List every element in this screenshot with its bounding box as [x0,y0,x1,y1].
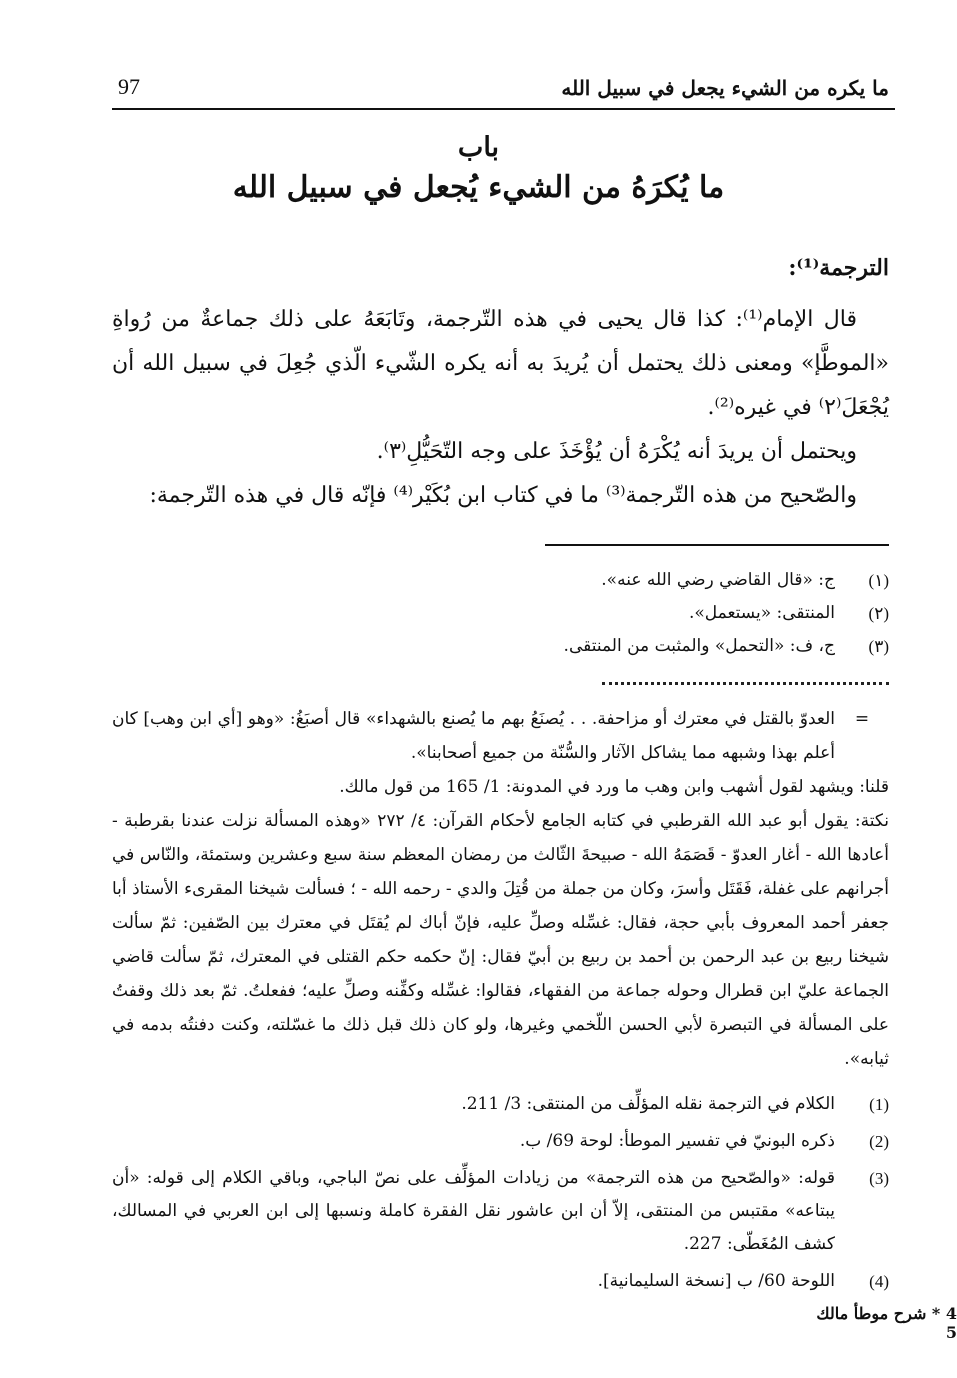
main-body [112,246,889,518]
continued-note [112,702,889,1076]
footnote-item [112,597,889,630]
footnote-rule [545,544,889,546]
running-header-title: ما يكره من الشيء يجعل في سبيل الله [561,76,889,100]
footnote-item [112,630,889,663]
footnote-text: المنتقى: «يستعمل». [688,603,835,623]
footnote-item [112,564,889,597]
footnote-number: (1) [869,1095,889,1114]
continued-note-first [112,702,889,770]
dotted-separator [602,682,889,685]
footnote-text: ج، ف: «التحمل» والمثبت من المنتقى. [563,636,835,656]
upper-footnotes [112,564,889,663]
continued-note-paragraph: قلنا: ويشهد لقول أشهب وابن وهب ما ورد في المدونة: 1/ 165 من قول مالك. [339,777,889,797]
footnote-text: ج: «قال القاضي رضي الله عنه». [601,570,835,590]
footnote-number: (4) [869,1272,889,1291]
body-paragraph: قال الإمام⁽¹⁾: كذا قال يحيى في هذه التّرجمة، وتَابَعَهُ على ذلك جماعةٌ من رُواةِ «الموطَّإ» ومعنى ذلك يحتمل أن يُريدَ به أنه يكره الشّيء الّذي جُعِلَ في سبيل الله أن يُجْعَلَ⁽٢⁾ في غيره⁽²⁾. [112,307,889,420]
header-rule [112,108,895,110]
footnote-text: اللوحة 60/ ب [نسخة السليمانية]. [597,1271,835,1291]
footnote-number: (٣) [868,637,889,656]
chapter-label: باب [457,132,500,163]
footnote-text: ذكره البونيّ في تفسير الموطأ: لوحة 69/ ب. [519,1131,835,1151]
printer-signature: 4 * شرح موطأ مالك 5 [816,1304,957,1342]
footnote-text: الكلام في الترجمة نقله المؤلِّف من المنتقى: 3/ 211. [461,1094,835,1114]
footnote-text: قوله: «والصّحيح من هذه الترجمة» من زيادات المؤلِّف على نصّ الباجي، وباقي الكلام إلى قوله: «أن يبتاعه» مقتبس من المنتقى، إلاّ أن ابن عاشور نقل الفقرة كاملة ونسبها إلى ابن العربي في المسالك، كشف المُغَطّى: 227. [112,1168,835,1254]
footnote-number: (٢) [868,604,889,623]
body-paragraph: والصّحيح من هذه التّرجمة⁽³⁾ ما في كتاب ابن بُكَيْر⁽⁴⁾ فإنّه قال في هذه التّرجمة: [149,483,857,508]
body-paragraph: ويحتمل أن يريدَ أنه يُكْرَهُ أن يُؤْخَذَ على وجه التّحَيُّلِ⁽٣⁾. [376,439,857,464]
footnote-number: (3) [869,1169,889,1188]
footnote-number: (١) [868,571,889,590]
continuation-marker: = [854,709,870,729]
lower-footnotes [112,1088,889,1302]
section-heading: الترجمة⁽¹⁾: [788,255,889,281]
footnote-number: (2) [869,1132,889,1151]
chapter-title: ما يُكرَهُ من الشيء يُجعل في سبيل الله [232,170,725,205]
footnote-item [112,1265,889,1298]
footnote-item [112,1125,889,1158]
continued-note-paragraph: نكتة: يقول أبو عبد الله القرطبي في كتابه الجامع لأحكام القرآن: ٤/ ٢٧٢ «وهذه المسألة نزلت عندنا بقرطبة - أعادها الله - أغار العدوّ - قَصَمَهُ الله - صبيحةَ الثّالث من رمضان المعظم سنة سبع وعشرين وستمئة، والنّاس في أجرانهم على غفلة، فَقَتَل وأسرَ، وكان من جملة من قُتِلَ والدي - رحمه الله - ؛ فسألت شيخنا المقرىء الأستاذ أبا جعفر أحمد المعروف بأبي حجة، فقال: غسِّله وصلِّ عليه، فإنّ أباك لم يُقتَل في معترك بين الصّفين: ثمّ سألت شيخنا ربيع بن عبد الرحمن بن أحمد بن ربيع بن أبيّ فقال: إنّ حكمه حكم القتلى في المعترك، ثمّ سألت قاضي الجماعة عليّ ابن قطرال وحوله جماعة من الفقهاء، فقالوا: غسِّله وكفِّنه وصلِّ عليه؛ ففعلتُ. ثمّ بعد ذلك وقفتُ على المسألة في التبصرة لأبي الحسن اللّخمي وغيرها، ولو كان ذلك قبل ذلك ما غسّلته، وكنت دفنتُه بدمه في ثيابه». [112,811,889,1069]
page-number: 97 [118,74,140,99]
footnote-item [112,1162,889,1261]
footnote-item [112,1088,889,1121]
continued-note-text: العدوّ بالقتل في معترك أو مزاحفة. . . يُصنَعُ بهم ما يُصنع بالشهداء» قال أصبَغُ: «وهو [أي ابن وهب] كان أعلم بهذا وشبهه مما يشاكل الآثار والسُّنّة من جميع أصحابنا». [112,709,835,763]
